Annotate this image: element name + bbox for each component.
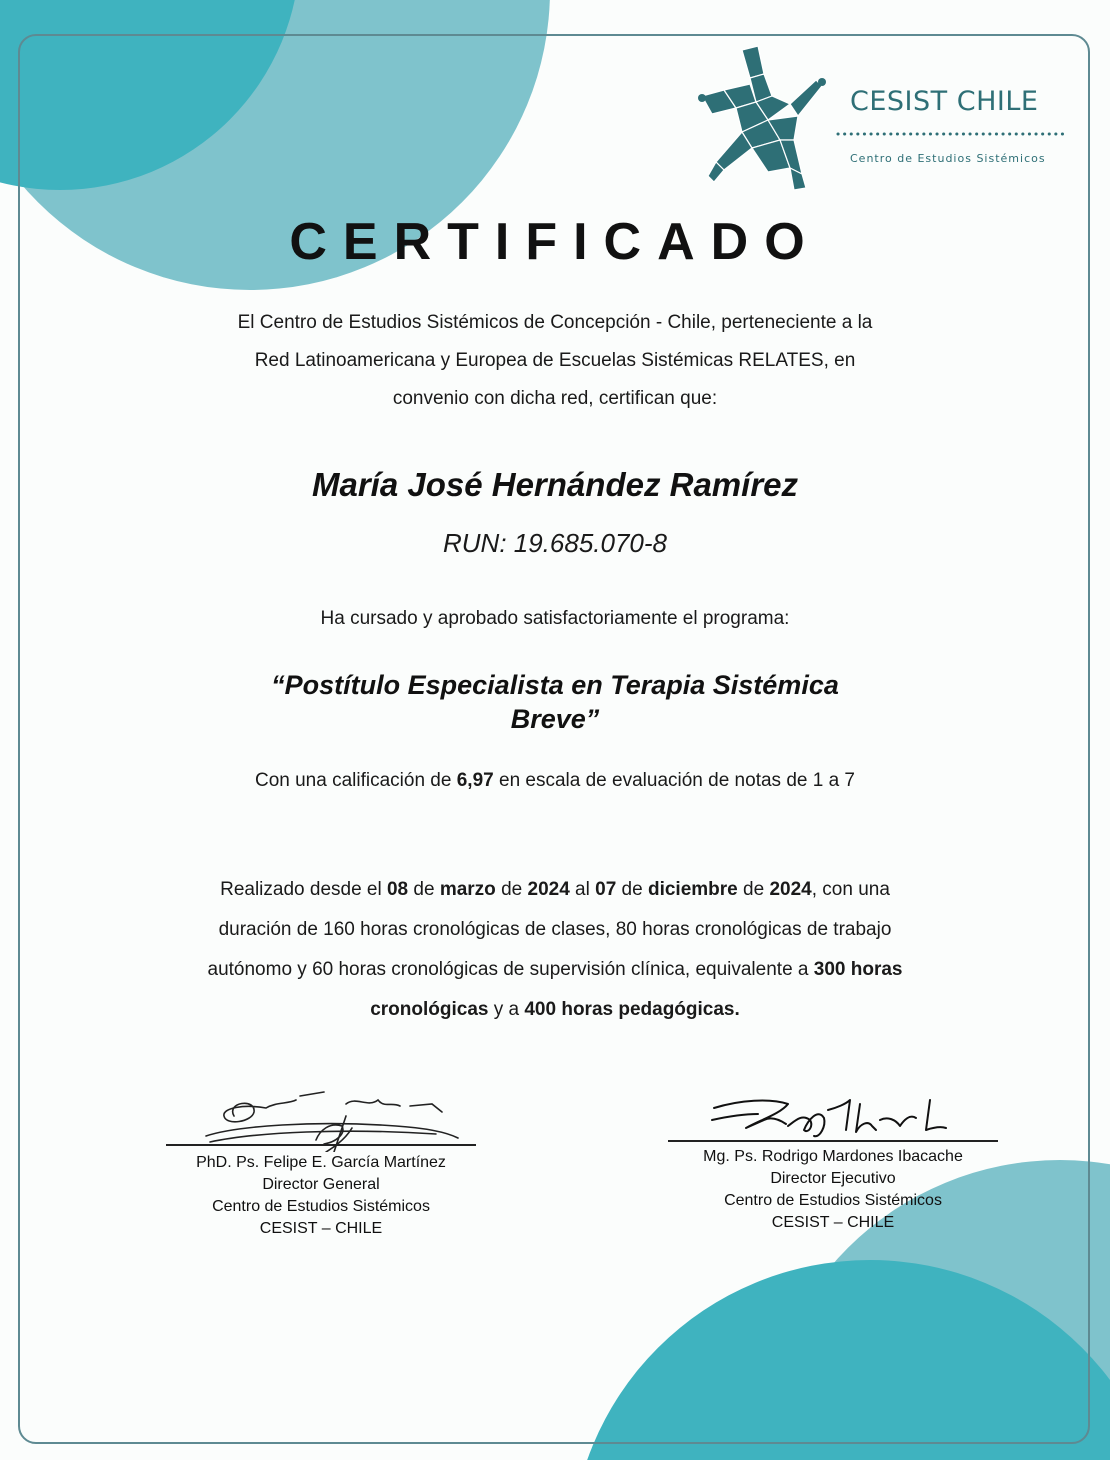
geometric-star-figure-icon <box>694 44 828 192</box>
program-intro: Ha cursado y aprobado satisfactoriamente el programa: <box>320 608 790 629</box>
logo-dotted-divider <box>836 131 1066 137</box>
intro-line: Red Latinoamericana y Europea de Escuelas Sistémicas RELATES, en <box>254 350 856 371</box>
course-details <box>0 870 1110 1030</box>
recipient-run: RUN: 19.685.070-8 <box>442 528 668 558</box>
grade-statement: Con una calificación de 6,97 en escala de evaluación de notas de 1 a 7 <box>254 770 855 791</box>
signature-2-drawing <box>710 1090 950 1144</box>
intro-line: El Centro de Estudios Sistémicos de Concepción - Chile, perteneciente a la <box>237 312 873 333</box>
signatory-role: Director Ejecutivo <box>770 1170 896 1187</box>
logo-name: CESIST CHILE <box>850 86 1039 117</box>
details-line: Realizado desde el 08 de marzo de 2024 al 07 de diciembre de 2024, con una <box>220 879 890 900</box>
signatory-org-short: CESIST – CHILE <box>771 1214 895 1231</box>
grade-value: 6,97 <box>456 770 494 791</box>
signature-1-drawing <box>196 1082 466 1152</box>
details-line: autónomo y 60 horas cronológicas de supervisión clínica, equivalente a 300 horas <box>207 959 903 980</box>
program-title-line: “Postítulo Especialista en Terapia Sistémica <box>271 670 839 700</box>
recipient-name: María José Hernández Ramírez <box>311 466 799 503</box>
signatory-name: PhD. Ps. Felipe E. García Martínez <box>196 1154 446 1171</box>
signature-2-line <box>668 1140 998 1142</box>
signatory-org: Centro de Estudios Sistémicos <box>724 1192 942 1209</box>
signatory-org-short: CESIST – CHILE <box>259 1220 383 1237</box>
signature-1-line <box>166 1144 476 1146</box>
logo-tagline: Centro de Estudios Sistémicos <box>850 152 1046 165</box>
signatory-role: Director General <box>262 1176 380 1193</box>
details-line: cronológicas y a 400 horas pedagógicas. <box>370 999 740 1020</box>
details-line: duración de 160 horas cronológicas de clases, 80 horas cronológicas de trabajo <box>218 919 892 940</box>
signature-1-block <box>156 1152 486 1240</box>
intro-line: convenio con dicha red, certifican que: <box>392 388 718 409</box>
signatory-name: Mg. Ps. Rodrigo Mardones Ibacache <box>703 1148 963 1165</box>
program-title-line: Breve” <box>510 704 600 734</box>
intro-paragraph <box>0 304 1110 418</box>
signature-2-block <box>668 1146 998 1234</box>
certificate-title: CERTIFICADO <box>289 213 821 271</box>
signatory-org: Centro de Estudios Sistémicos <box>212 1198 430 1215</box>
program-title <box>0 668 1110 736</box>
